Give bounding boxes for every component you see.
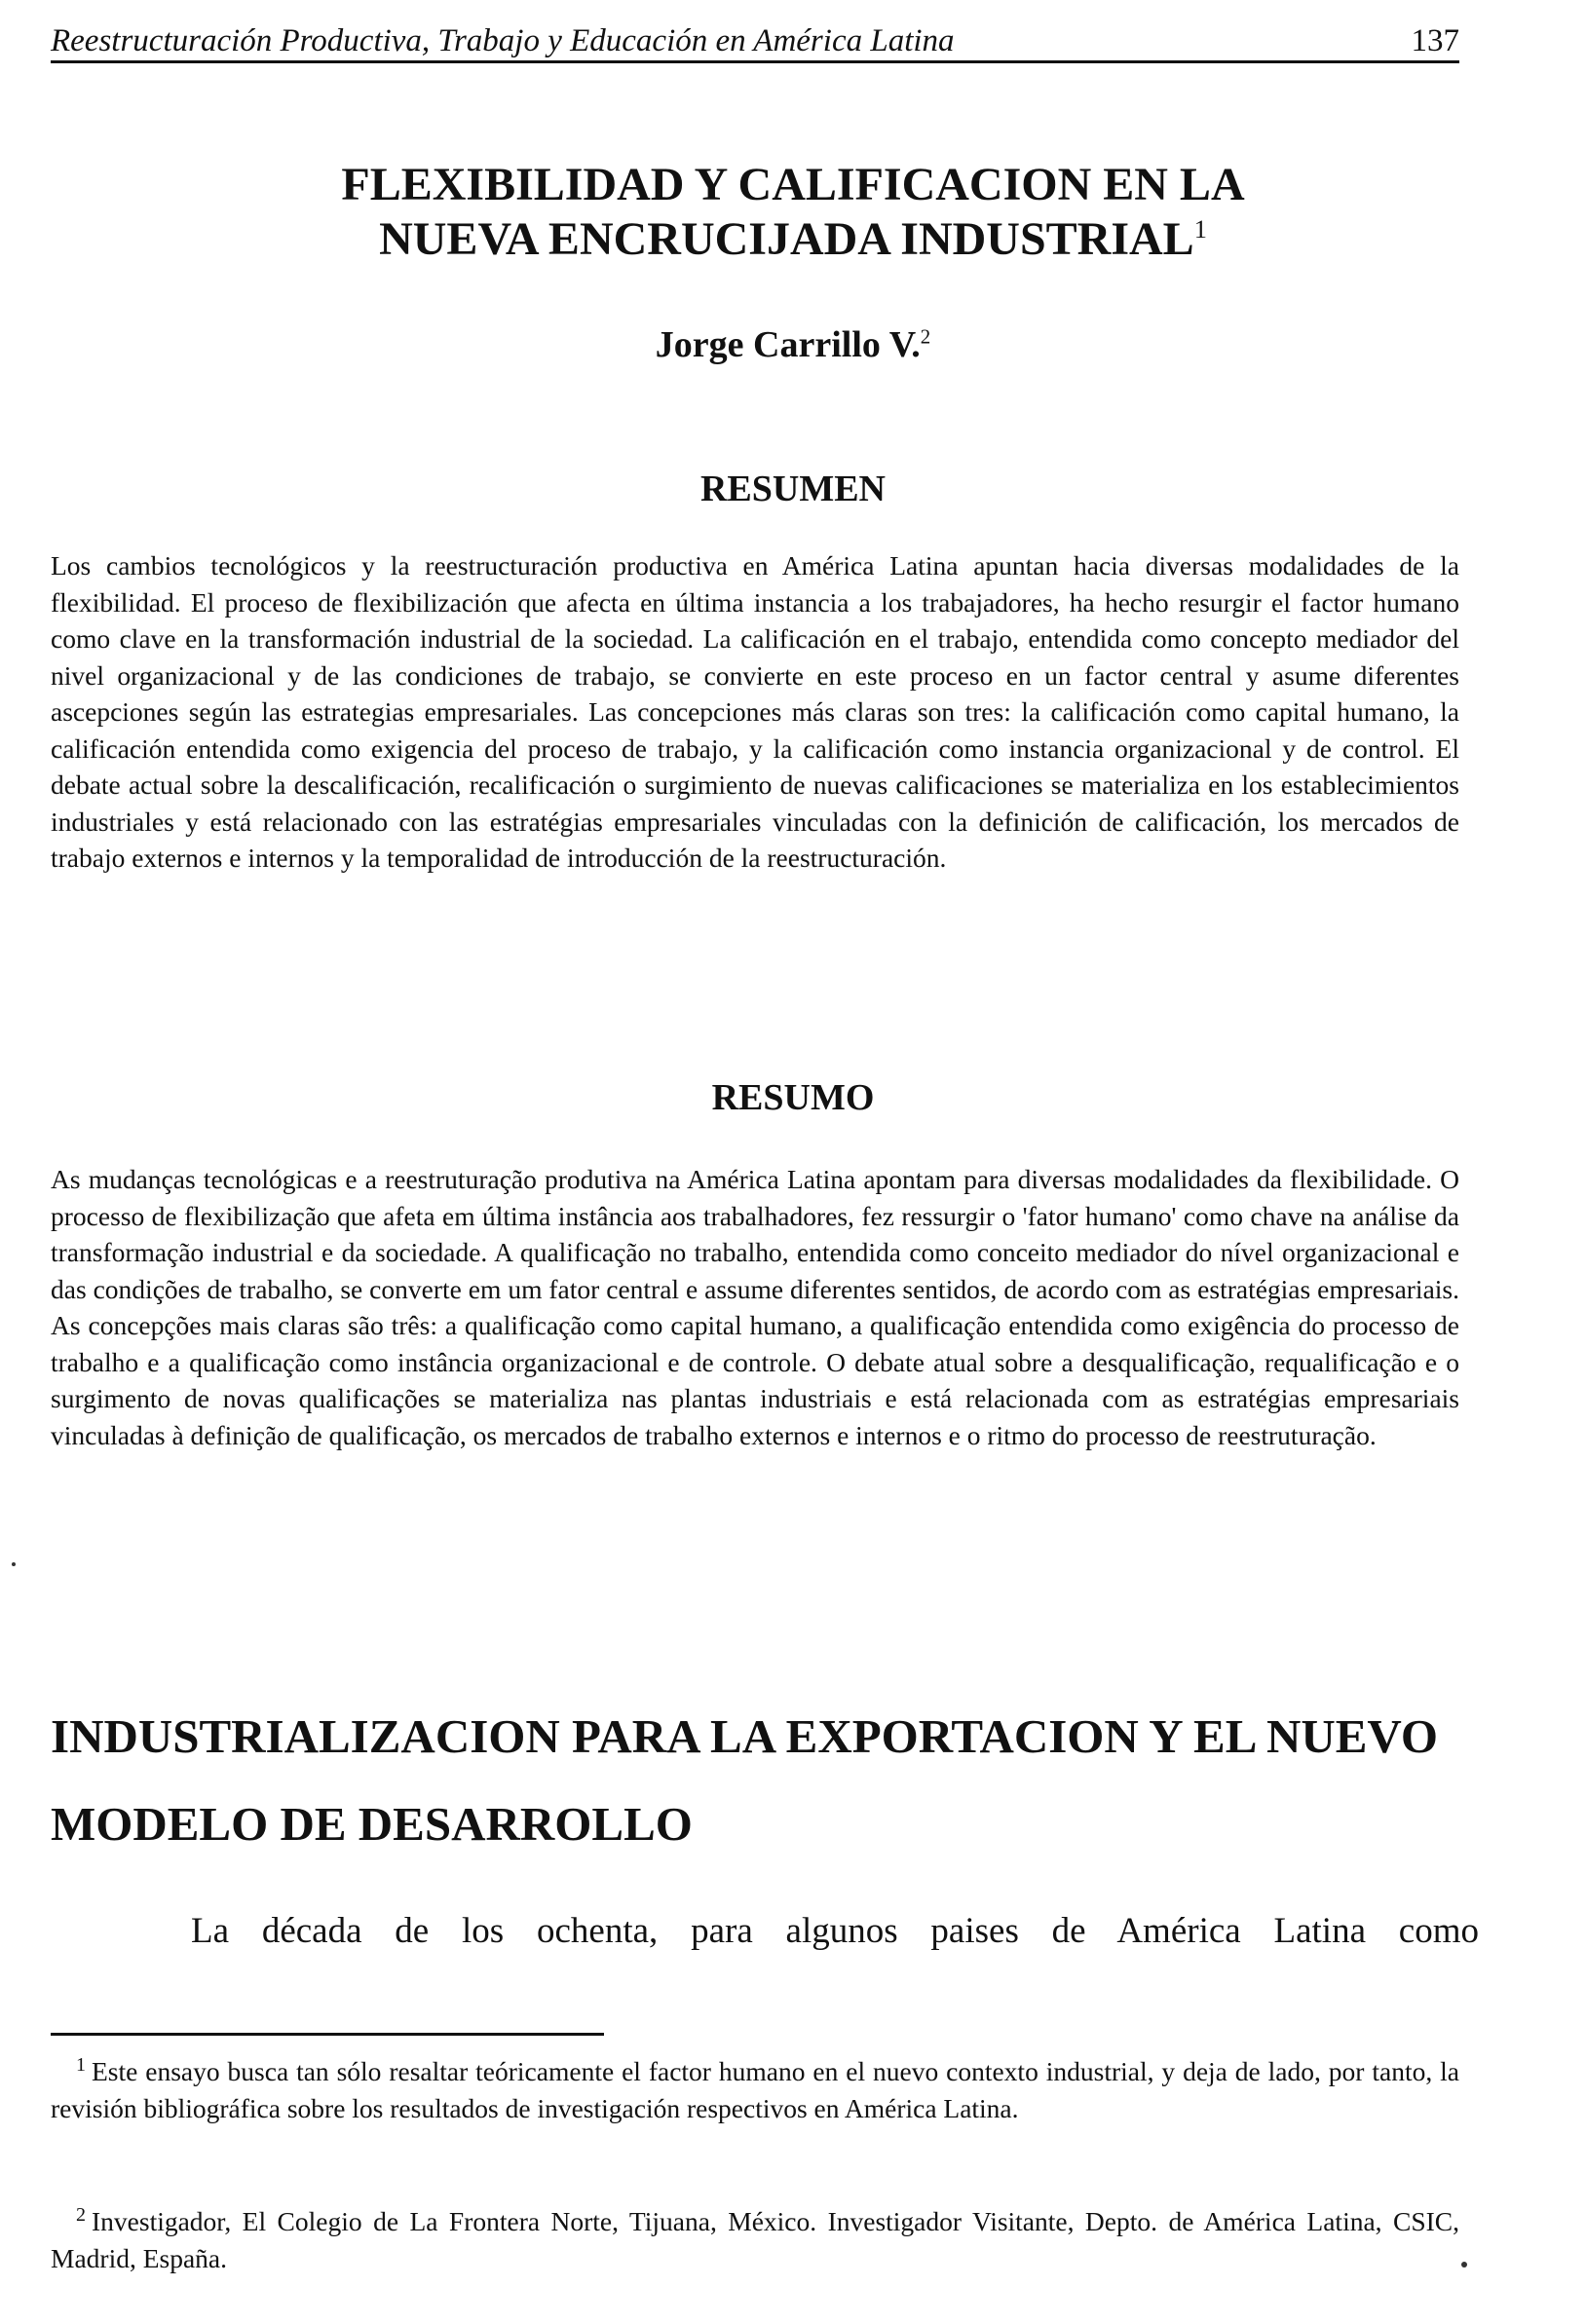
- section-title: [51, 1693, 1479, 1868]
- footnote-2-text: Investigador, El Colegio de La Frontera Norte, Tijuana, México. Investigador Visitante, Depto. de América Latina, CSIC, Madrid, España.: [51, 2206, 1459, 2273]
- article-title-line-1: FLEXIBILIDAD Y CALIFICACION EN LA: [341, 159, 1245, 210]
- body-paragraph-start: La década de los ochenta, para algunos paises de América Latina como: [191, 1911, 1479, 1951]
- page-number: 137: [1411, 23, 1459, 58]
- footnote-separator: [51, 2033, 604, 2036]
- footnote-2: [51, 2203, 1459, 2277]
- author-text: Jorge Carrillo V.: [655, 324, 921, 365]
- running-header: [51, 18, 1459, 63]
- resumo-heading: RESUMO: [711, 1077, 875, 1118]
- article-title-line-2: NUEVA ENCRUCIJADA INDUSTRIAL: [379, 213, 1194, 265]
- title-footnote-mark[interactable]: 1: [1193, 214, 1207, 244]
- author-footnote-mark[interactable]: 2: [920, 324, 931, 349]
- scan-speck: [12, 1562, 16, 1566]
- section-title-line-2: MODELO DE DESARROLLO: [51, 1797, 693, 1851]
- footnote-1-number: 1: [76, 2053, 86, 2076]
- footnote-1: [51, 2053, 1459, 2127]
- author-name: [97, 323, 1489, 366]
- scan-speck: [1461, 2262, 1467, 2268]
- resumen-text: Los cambios tecnológicos y la reestructuración productiva en América Latina apuntan hacia diversas modalidades de la flexibilidad. El proceso de flexibilización que afecta en última instancia a los trabajadores, ha hecho resurgir el factor humano como clave en la transformación industrial de la sociedad. La calificación en el trabajo, entendida como concepto mediador del nivel organizacional y de las condiciones de trabajo, se convierte en este proceso en un factor central y asume diferentes ascepciones según las estrategias empresariales. Las concepciones más claras son tres: la calificación como capital humano, la calificación entendida como exigencia del proceso de trabajo, y la calificación como instancia organizacional y de control. El debate actual sobre la descalificación, recalificación o surgimiento de nuevas calificaciones se materializa en los establecimientos industriales y está relacionado con las estratégias empresariales vinculadas con la definición de calificación, los mercados de trabajo externos e internos y la temporalidad de introducción de la reestructuración.: [51, 550, 1459, 873]
- resumo-text: As mudanças tecnológicas e a reestruturação produtiva na América Latina apontam para diversas modalidades da flexibilidade. O processo de flexibilização que afeta em última instância aos trabalhadores, fez ressurgir o 'fator humano' como chave na análise da transformação industrial e da sociedade. A qualificação no trabalho, entendida como conceito mediador do nível organizacional e das condições de trabalho, se converte em um fator central e assume diferentes sentidos, de acordo com as estratégias empresariais. As concepções mais claras são três: a qualificação como capital humano, a qualificação entendida como exigência do processo de trabalho e a qualificação como instância organizacional e de controle. O debate atual sobre a desqualificação, requalificação e o surgimento de novas qualificações se materializa nas plantas industriais e está relacionada com as estratégias empresariais vinculadas à definição de qualificação, os mercados de trabalho externos e internos e o ritmo do processo de reestruturação.: [51, 1164, 1459, 1450]
- article-title: [97, 158, 1489, 267]
- running-title: Reestructuración Productiva, Trabajo y Educación en América Latina: [51, 23, 955, 58]
- footnote-2-number: 2: [76, 2203, 86, 2226]
- footnote-1-text: Este ensayo busca tan sólo resaltar teóricamente el factor humano en el nuevo contexto industrial, y deja de lado, por tanto, la revisión bibliográfica sobre los resultados de investigación respectivos en América Latina.: [51, 2056, 1459, 2123]
- section-title-line-1: INDUSTRIALIZACION PARA LA EXPORTACION Y EL NUEVO: [51, 1709, 1438, 1763]
- resumen-heading: RESUMEN: [699, 469, 887, 509]
